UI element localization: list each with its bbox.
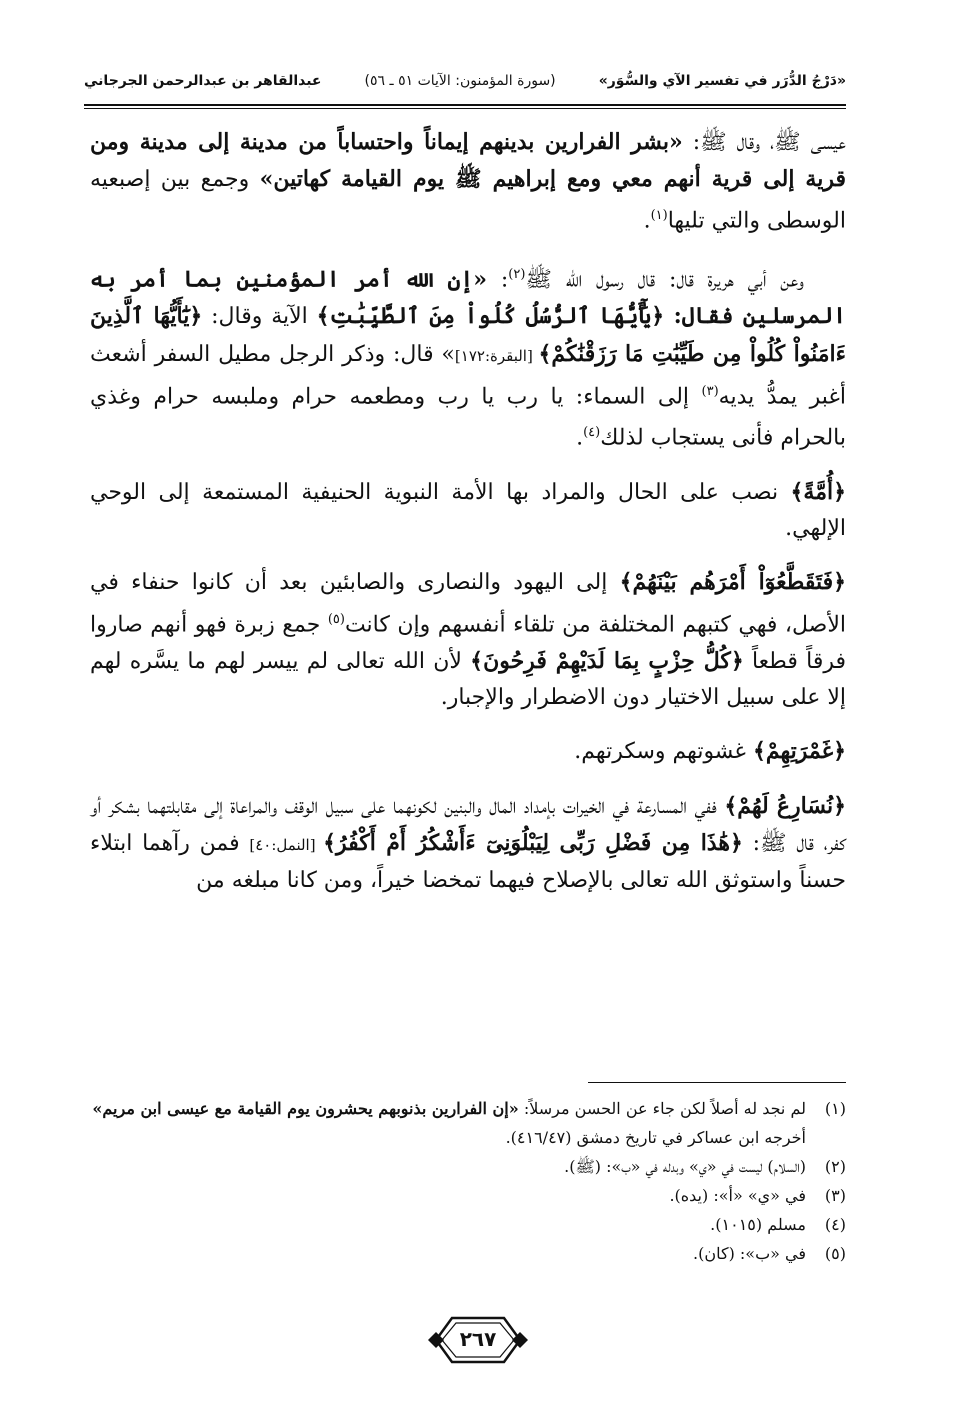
paragraph-4: ﴿فَتَقَطَّعُوٓاْ أَمْرَهُم بَيْنَهُمْ﴾ إلى اليهود والنصارى والصابئين بعد أن كانوا حنفاء في الأصل، فهي كتبهم المختلفة من تلقاء أنفسهم وإن كانت$^{(٥)}$ جمع زبرة فهو أنهم صاروا فرقاً قطعاً ﴿كُلُّ حِزْبٍ بِمَا لَدَيْهِمْ فَرِحُونَ﴾ لأن الله تعالى لم ييسر لهم ما يسَّره لهم إلا على سبيل الاختيار دون الاضطرار والإجبار.: [90, 569, 846, 711]
footnote-number: (٥): [824, 1244, 846, 1263]
footnote-ref: (٣): [701, 383, 719, 399]
footnote-ref: (٤): [583, 425, 601, 441]
footnote-item: (٥) في «ب»: (كان).: [90, 1239, 846, 1268]
book-title: «دَرْجُ الدُّرَر في تفسير الآي والسُّوَر»: [598, 73, 846, 89]
paragraph-6: ﴿نُسَارِعُ لَهُمْ﴾ ففي المسارعة في الخيرات بإمداد المال والبنين لكونهما على سبيل الوقف والمراعاة إلى مقابلتهما بشكر أو كفر، قال ﷺ: ﴿هَٰذَا مِن فَضْلِ رَبِّى لِيَبْلُوَنِىٓ ءَأَشْكُرُ أَمْ أَكْفُرُ﴾ [النمل:٤٠] فمن رآهما ابتلاء حسناً واستوثق الله تعالى بالإصلاح فيهما تمخضا خيراً، ومن كانا مبلغه من: [90, 792, 846, 894]
paragraph-3: ﴿أُمَّةً﴾ نصب على الحال والمراد بها الأمة النبوية الحنيفية المستمعة إلى الوحي الإلهي.: [90, 478, 846, 542]
quran-verse: ﴿هَٰذَا مِن فَضْلِ رَبِّى لِيَبْلُوَنِىٓ ءَأَشْكُرُ أَمْ أَكْفُرُ﴾: [323, 829, 743, 856]
footnote-separator: [588, 1082, 846, 1083]
footnote-ref: (٥): [327, 611, 345, 627]
section-title: (سورة المؤمنون: الآيات ٥١ ـ ٥٦): [364, 73, 556, 89]
running-header: [84, 66, 846, 96]
footnote-item: (١) لم نجد له أصلاً لكن جاء عن الحسن مرسلاً: «إن الفرارين بذنوبهم يحشرون يوم القيامة مع عيسى ابن مريم» أخرجه ابن عساكر في تاريخ دمشق (٤١٦/٤٧).: [90, 1094, 846, 1152]
footnote-ref: (١): [650, 208, 668, 224]
quran-verse: ﴿نُسَارِعُ لَهُمْ﴾: [724, 792, 846, 819]
paragraph-2: وعن أبي هريرة قال: قال رسول الله ﷺ$^{(٢)}$: «إن الله أمر المؤمنين بما أمر به المرسلين فقال: ﴿يَٰٓأَيُّهَا ٱلرُّسُلُ كُلُواْ مِنَ ٱلطَّيِّبَٰتِ﴾ الآية وقال: ﴿يَٰٓأَيُّهَا ٱلَّذِينَ ءَامَنُواْ كُلُواْ مِن طَيِّبَٰتِ مَا رَزَقْنَٰكُمْ﴾ [البقرة:١٧٢]» قال: وذكر الرجل مطيل السفر أشعث أغبر يمدُّ يديه$^{(٣)}$ إلى السماء: يا رب يا رب ومطعمه حرام وملبسه حرام وغذي بالحرام فأنى يستجاب لذلك$^{(٤)}$.: [90, 266, 847, 451]
footnote-number: (٣): [824, 1186, 846, 1205]
footnote-item: (٣) في «ي» «أ»: (يده).: [90, 1181, 846, 1210]
footnote-number: (٢): [824, 1157, 846, 1176]
quran-verse: ﴿غَمْرَتِهِمْ﴾: [752, 738, 846, 765]
footnote-number: (١): [824, 1099, 846, 1118]
footnote-ref: (٢): [508, 266, 526, 282]
footnotes: [90, 1094, 846, 1268]
main-text: [90, 124, 846, 916]
quran-verse: ﴿فَتَقَطَّعُوٓاْ أَمْرَهُم بَيْنَهُمْ﴾: [619, 569, 846, 596]
hadith-quote: «إن الله أمر المؤمنين بما أمر به المرسلين فقال:: [90, 266, 847, 330]
header-rule: [84, 104, 846, 106]
author-name: عبدالقاهر بن عبدالرحمن الجرجاني: [84, 73, 322, 89]
footnote-item: (٢) (السلام) ليست في «ي» وبدله في «ب»: (ﷺ).: [90, 1152, 846, 1181]
quran-verse: ﴿أُمَّةً﴾: [790, 478, 846, 505]
hadith-quote: «بشر الفرارين بدينهم إيماناً واحتساباً من مدينة إلى مدينة ومن قرية إلى قرية أنهم معي ومع إبراهيم ﷺ يوم القيامة كهاتين»: [90, 129, 846, 193]
paragraph-1: عيسى ﷺ، وقال ﷺ: «بشر الفرارين بدينهم إيماناً واحتساباً من مدينة إلى مدينة ومن قرية إلى قرية أنهم معي ومع إبراهيم ﷺ يوم القيامة كهاتين» وجمع بين إصبعيه الوسطى والتي تليها$^{(١)}$.: [90, 129, 846, 234]
page-number-ornament: [428, 1310, 528, 1370]
header-rule-thin: [84, 108, 846, 109]
verse-reference: [النمل:٤٠]: [249, 835, 324, 854]
paragraph-5: ﴿غَمْرَتِهِمْ﴾ غشوتهم وسكرتهم.: [574, 738, 846, 765]
footnote-item: (٤) مسلم (١٠١٥).: [90, 1210, 846, 1239]
quran-verse: ﴿يَٰٓأَيُّهَا ٱلرُّسُلُ كُلُواْ مِنَ ٱلطَّيِّبَٰتِ﴾: [316, 303, 665, 330]
page-number: ٢٦٧: [459, 1327, 497, 1351]
verse-reference: [البقرة:١٧٢]: [454, 346, 539, 365]
footnote-number: (٤): [824, 1215, 846, 1234]
quran-verse: ﴿كُلُّ حِزْبٍ بِمَا لَدَيْهِمْ فَرِحُونَ﴾: [470, 648, 744, 675]
quran-verse: ﴿يَٰٓأَيُّهَا ٱلَّذِينَ ءَامَنُواْ كُلُواْ مِن طَيِّبَٰتِ مَا رَزَقْنَٰكُمْ﴾: [90, 303, 846, 367]
